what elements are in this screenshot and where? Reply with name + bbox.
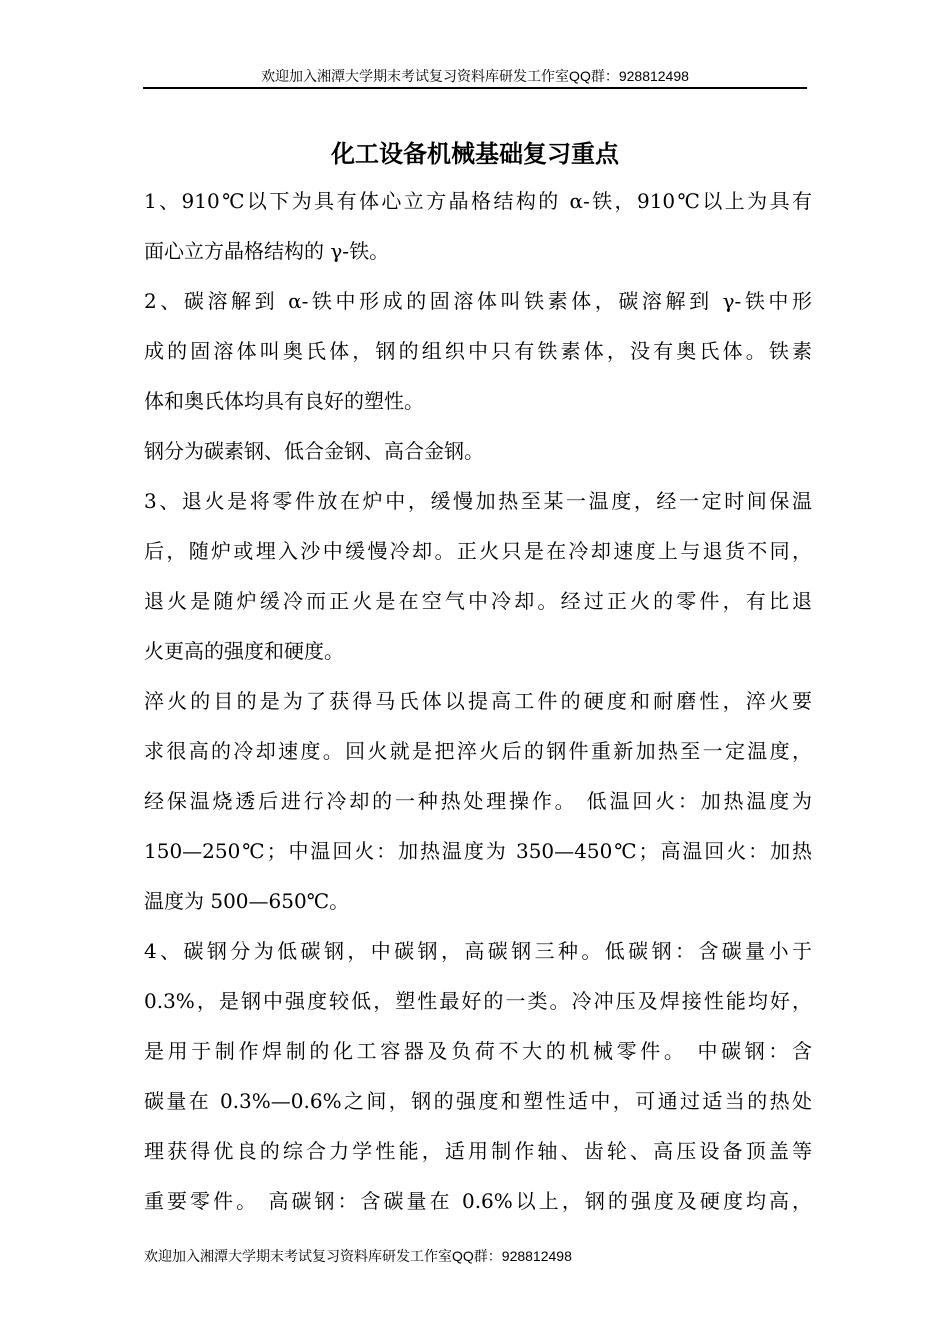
- text-line: 重要零件。 高碳钢：含碳量在 0.6%以上，钢的强度及硬度均高，: [144, 1189, 812, 1213]
- page-footer: 欢迎加入湘潭大学期末考试复习资料库研发工作室QQ群：928812498: [144, 1248, 572, 1264]
- document-body: [144, 176, 812, 1226]
- text-line: 4、碳钢分为低碳钢，中碳钢，高碳钢三种。低碳钢：含碳量小于: [144, 939, 812, 963]
- text-line: 温度为 500—650℃。: [144, 889, 350, 913]
- text-line: 淬火的目的是为了获得马氏体以提高工件的硬度和耐磨性，淬火要: [144, 689, 812, 713]
- text-line: 体和奥氏体均具有良好的塑性。: [144, 389, 424, 413]
- text-line: 成的固溶体叫奥氏体，钢的组织中只有铁素体，没有奥氏体。铁素: [144, 339, 812, 363]
- text-line: 0.3%，是钢中强度较低，塑性最好的一类。冷冲压及焊接性能均好，: [144, 989, 812, 1013]
- text-line: 退火是随炉缓冷而正火是在空气中冷却。经过正火的零件，有比退: [144, 589, 812, 613]
- text-line: 150—250℃；中温回火：加热温度为 350—450℃；高温回火：加热: [144, 839, 812, 863]
- text-line: 求很高的冷却速度。回火就是把淬火后的钢件重新加热至一定温度，: [144, 739, 812, 763]
- document-title: 化工设备机械基础复习重点: [331, 140, 619, 168]
- text-line: 后，随炉或埋入沙中缓慢冷却。正火只是在冷却速度上与退货不同，: [144, 539, 812, 563]
- text-line: 钢分为碳素钢、低合金钢、高合金钢。: [144, 439, 484, 463]
- page-header: 欢迎加入湘潭大学期末考试复习资料库研发工作室QQ群：928812498: [261, 68, 689, 84]
- header-divider: [143, 87, 807, 89]
- text-line: 经保温烧透后进行冷却的一种热处理操作。 低温回火：加热温度为: [144, 789, 812, 813]
- text-line: 碳量在 0.3%—0.6%之间，钢的强度和塑性适中，可通过适当的热处: [144, 1089, 812, 1113]
- text-line: 理获得优良的综合力学性能，适用制作轴、齿轮、高压设备顶盖等: [144, 1139, 812, 1163]
- text-line: 火更高的强度和硬度。: [144, 639, 344, 663]
- text-line: 面心立方晶格结构的 γ-铁。: [144, 239, 390, 263]
- text-line: 是用于制作焊制的化工容器及负荷不大的机械零件。 中碳钢：含: [144, 1039, 812, 1063]
- text-line: 3、退火是将零件放在炉中，缓慢加热至某一温度，经一定时间保温: [144, 489, 812, 513]
- text-line: 2、碳溶解到 α-铁中形成的固溶体叫铁素体，碳溶解到 γ-铁中形: [144, 289, 812, 313]
- text-line: 1、910℃以下为具有体心立方晶格结构的 α-铁，910℃以上为具有: [144, 189, 812, 213]
